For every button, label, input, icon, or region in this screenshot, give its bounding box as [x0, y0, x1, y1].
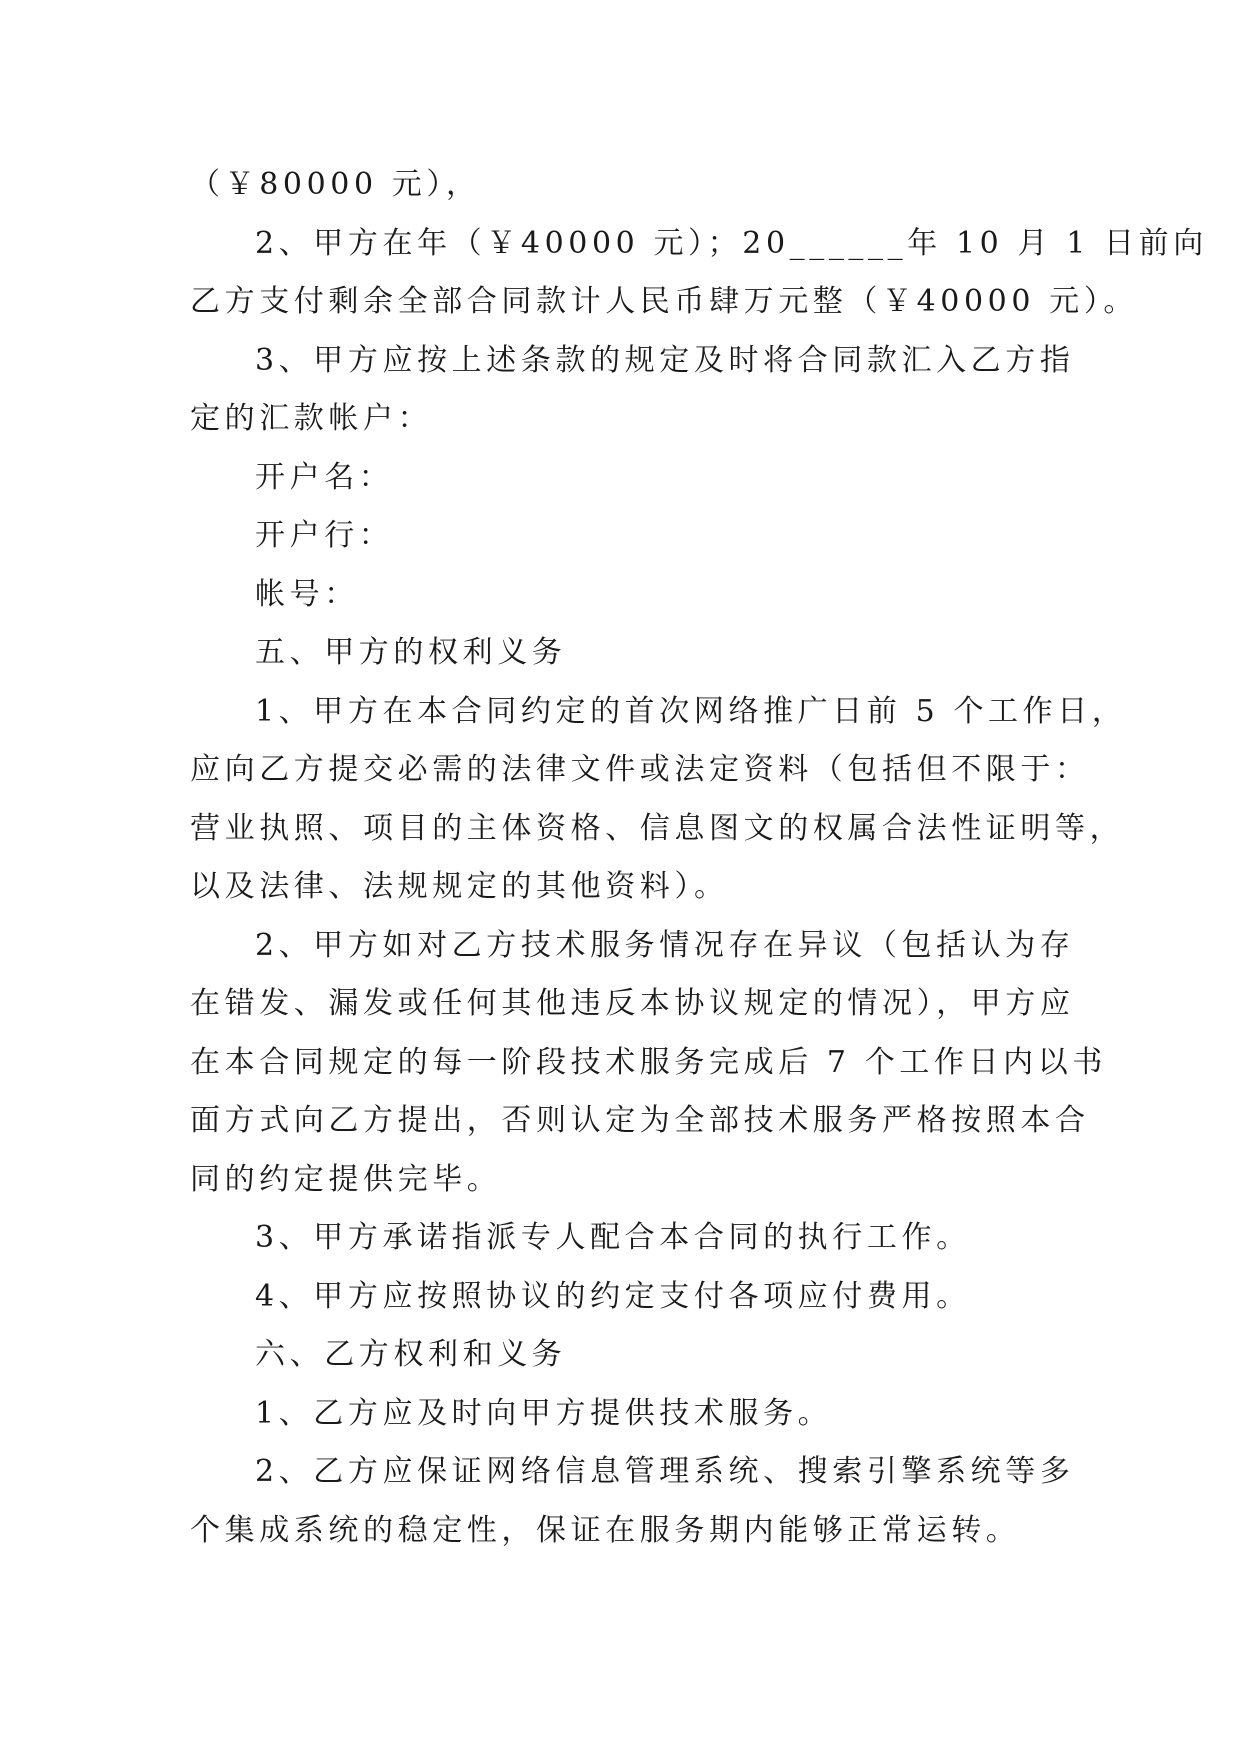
text-line: 2、乙方应保证网络信息管理系统、搜索引擎系统等多	[255, 1454, 1075, 1489]
text-line: 2、甲方在年（￥40000 元）；20______年 10 月 1 日前向	[255, 225, 1208, 261]
text-line: 1、甲方在本合同约定的首次网络推广日前 5 个工作日，	[255, 693, 1127, 729]
text-line: 面方式向乙方提出，否则认定为全部技术服务严格按照本合	[190, 1103, 1090, 1138]
document-body	[190, 156, 1208, 1560]
text-line: 以及法律、法规规定的其他资料）。	[190, 869, 729, 904]
section-heading: 六、乙方权利和义务	[255, 1337, 567, 1372]
text-line: 营业执照、项目的主体资格、信息图文的权属合法性证明等，	[190, 810, 1125, 846]
text-line: 4、甲方应按照协议的约定支付各项应付费用。	[255, 1278, 971, 1314]
text-line: 3、甲方承诺指派专人配合本合同的执行工作。	[255, 1220, 971, 1255]
text-line: 在错发、漏发或任何其他违反本协议规定的情况），甲方应	[190, 986, 1075, 1021]
account-bank-label: 开户行：	[255, 518, 394, 553]
text-line: 定的汇款帐户：	[190, 401, 433, 436]
text-line: 2、甲方如对乙方技术服务情况存在异议（包括认为存	[255, 927, 1075, 963]
text-line: 乙方支付剩余全部合同款计人民币肆万元整（￥40000 元）。	[190, 284, 1138, 319]
text-line: 1、乙方应及时向甲方提供技术服务。	[255, 1395, 833, 1431]
text-line: 应向乙方提交必需的法律文件或法定资料（包括但不限于：	[190, 752, 1090, 787]
text-line: 同的约定提供完毕。	[190, 1161, 502, 1197]
text-line: （￥80000 元），	[190, 167, 481, 202]
text-line: 在本合同规定的每一阶段技术服务完成后 7 个工作日内以书	[190, 1044, 1107, 1080]
account-number-label: 帐号：	[255, 576, 359, 612]
account-name-label: 开户名：	[255, 459, 394, 495]
section-heading: 五、甲方的权利义务	[255, 635, 567, 670]
text-line: 3、甲方应按上述条款的规定及时将合同款汇入乙方指	[255, 342, 1075, 378]
text-line: 个集成系统的稳定性，保证在服务期内能够正常运转。	[190, 1512, 1021, 1548]
